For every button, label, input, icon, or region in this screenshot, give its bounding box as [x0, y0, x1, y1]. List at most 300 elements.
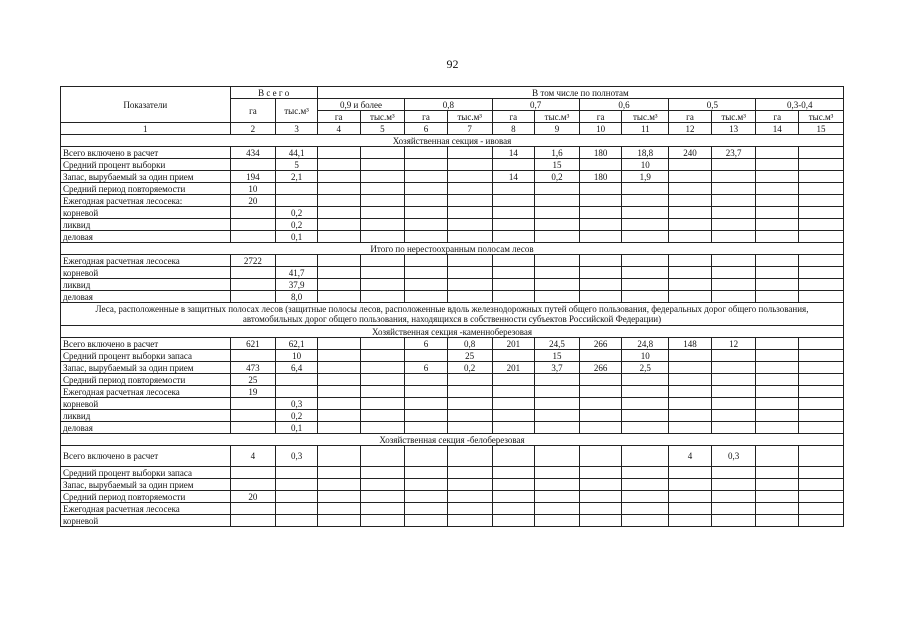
- section-title-row: [61, 326, 844, 338]
- table-row: [61, 410, 844, 422]
- table-cell: 41,7: [276, 267, 318, 279]
- table-cell: [492, 515, 535, 527]
- table-cell: 44,1: [276, 147, 318, 159]
- table-cell: [756, 171, 799, 183]
- table-cell: [405, 147, 448, 159]
- table-cell: [669, 467, 712, 479]
- table-cell: [360, 291, 405, 303]
- forest-table-document: [60, 86, 844, 527]
- table-cell: 621: [230, 338, 276, 350]
- table-cell: [579, 422, 622, 434]
- table-row: [61, 374, 844, 386]
- table-cell: [276, 183, 318, 195]
- column-number: 15: [799, 123, 844, 135]
- table-cell: [230, 350, 276, 362]
- table-cell: 2,5: [622, 362, 669, 374]
- table-cell: [447, 267, 492, 279]
- table-cell: [317, 147, 360, 159]
- table-cell: [711, 350, 756, 362]
- table-cell: 2722: [230, 255, 276, 267]
- table-cell: [317, 291, 360, 303]
- table-cell: [447, 219, 492, 231]
- row-label: корневой: [61, 398, 231, 410]
- table-cell: [711, 503, 756, 515]
- header-by-density: В том числе по полнотам: [317, 87, 843, 99]
- table-body: [61, 135, 844, 527]
- table-cell: [669, 279, 712, 291]
- table-cell: [669, 159, 712, 171]
- row-label: ликвид: [61, 279, 231, 291]
- table-cell: [622, 398, 669, 410]
- table-cell: 5: [276, 159, 318, 171]
- column-number-row: [61, 123, 844, 135]
- table-cell: [405, 195, 448, 207]
- table-cell: [756, 219, 799, 231]
- note-row: [61, 303, 844, 326]
- table-row: [61, 479, 844, 491]
- table-cell: 0,2: [276, 219, 318, 231]
- table-cell: [799, 207, 844, 219]
- unit-ha: га: [756, 111, 799, 123]
- table-cell: [317, 386, 360, 398]
- table-cell: [669, 291, 712, 303]
- table-cell: [447, 171, 492, 183]
- table-cell: [711, 159, 756, 171]
- table-cell: [447, 374, 492, 386]
- table-cell: [622, 491, 669, 503]
- row-label: Средний процент выборки запаса: [61, 350, 231, 362]
- table-cell: [622, 207, 669, 219]
- table-cell: [669, 231, 712, 243]
- table-cell: [447, 515, 492, 527]
- table-cell: [317, 350, 360, 362]
- table-cell: [230, 219, 276, 231]
- table-cell: [405, 446, 448, 467]
- column-number: 5: [360, 123, 405, 135]
- table-cell: [799, 350, 844, 362]
- table-cell: [360, 386, 405, 398]
- table-cell: [579, 467, 622, 479]
- unit-ths-m3: тыс.м³: [535, 111, 580, 123]
- table-cell: [622, 386, 669, 398]
- table-cell: [360, 231, 405, 243]
- table-cell: [579, 219, 622, 231]
- table-cell: [579, 267, 622, 279]
- table-cell: [711, 219, 756, 231]
- unit-ha: га: [579, 111, 622, 123]
- table-cell: [669, 219, 712, 231]
- table-cell: [622, 410, 669, 422]
- table-cell: [711, 422, 756, 434]
- table-cell: [317, 374, 360, 386]
- table-cell: 6,4: [276, 362, 318, 374]
- table-cell: [756, 479, 799, 491]
- table-cell: [535, 255, 580, 267]
- table-cell: [622, 291, 669, 303]
- table-cell: [579, 410, 622, 422]
- table-cell: [799, 338, 844, 350]
- table-cell: [447, 183, 492, 195]
- unit-ths-m3: тыс.м³: [360, 111, 405, 123]
- table-cell: [405, 291, 448, 303]
- column-number: 2: [230, 123, 276, 135]
- table-cell: [360, 362, 405, 374]
- table-row: [61, 338, 844, 350]
- table-cell: [535, 279, 580, 291]
- table-cell: [669, 350, 712, 362]
- table-cell: 6: [405, 362, 448, 374]
- table-cell: [535, 207, 580, 219]
- column-number: 13: [711, 123, 756, 135]
- table-cell: [360, 159, 405, 171]
- table-cell: 148: [669, 338, 712, 350]
- table-cell: [405, 171, 448, 183]
- table-cell: [317, 183, 360, 195]
- section-title: Хозяйственная секция -белоберезовая: [61, 434, 844, 446]
- table-cell: [447, 446, 492, 467]
- column-number: 10: [579, 123, 622, 135]
- table-cell: [230, 279, 276, 291]
- table-cell: [230, 467, 276, 479]
- table-cell: [317, 362, 360, 374]
- table-cell: [405, 422, 448, 434]
- table-cell: [799, 291, 844, 303]
- table-cell: [230, 159, 276, 171]
- table-cell: [622, 267, 669, 279]
- table-cell: [669, 171, 712, 183]
- table-cell: [447, 386, 492, 398]
- table-cell: 10: [622, 350, 669, 362]
- table-cell: [360, 503, 405, 515]
- table-cell: [317, 422, 360, 434]
- table-cell: [492, 467, 535, 479]
- table-cell: [799, 446, 844, 467]
- header-total-ha: га: [230, 99, 276, 123]
- table-cell: [317, 503, 360, 515]
- table-cell: 0,3: [711, 446, 756, 467]
- table-cell: [447, 255, 492, 267]
- table-cell: [405, 279, 448, 291]
- table-cell: [622, 479, 669, 491]
- table-cell: [230, 503, 276, 515]
- table-cell: [756, 446, 799, 467]
- table-cell: [711, 195, 756, 207]
- table-cell: [535, 231, 580, 243]
- table-cell: 0,3: [276, 446, 318, 467]
- table-cell: [711, 410, 756, 422]
- table-cell: [711, 279, 756, 291]
- table-cell: [317, 171, 360, 183]
- section-title-row: [61, 243, 844, 255]
- table-row: [61, 491, 844, 503]
- table-cell: [317, 479, 360, 491]
- table-cell: [360, 446, 405, 467]
- table-cell: 14: [492, 171, 535, 183]
- table-cell: [492, 446, 535, 467]
- table-cell: 4: [669, 446, 712, 467]
- unit-ths-m3: тыс.м³: [711, 111, 756, 123]
- table-cell: [535, 515, 580, 527]
- table-cell: [317, 467, 360, 479]
- table-cell: [447, 147, 492, 159]
- table-cell: [711, 374, 756, 386]
- column-number: 14: [756, 123, 799, 135]
- table-cell: [492, 422, 535, 434]
- header-total-m3: тыс.м³: [276, 99, 318, 123]
- table-cell: 0,1: [276, 231, 318, 243]
- table-cell: [317, 491, 360, 503]
- unit-ths-m3: тыс.м³: [447, 111, 492, 123]
- table-row: [61, 386, 844, 398]
- table-cell: [756, 350, 799, 362]
- column-number: 1: [61, 123, 231, 135]
- table-cell: [535, 422, 580, 434]
- table-cell: [711, 515, 756, 527]
- unit-ha: га: [669, 111, 712, 123]
- table-cell: [756, 362, 799, 374]
- table-cell: [447, 422, 492, 434]
- table-cell: [669, 374, 712, 386]
- table-cell: [535, 183, 580, 195]
- table-cell: [622, 219, 669, 231]
- table-cell: [535, 410, 580, 422]
- row-label: Средний процент выборки запаса: [61, 467, 231, 479]
- table-cell: 62,1: [276, 338, 318, 350]
- table-cell: [669, 183, 712, 195]
- table-cell: 10: [276, 350, 318, 362]
- table-cell: [405, 467, 448, 479]
- table-cell: [799, 171, 844, 183]
- protective-strips-note: Леса, расположенные в защитных полосах лесов (защитные полосы лесов, расположенные вдоль железнодорожных путей общего пользования, федеральных дорог общего пользования, автомобильных дорог общего пользования, находящихся в собственности субъектов Российской Федерации): [61, 303, 844, 326]
- table-cell: [535, 503, 580, 515]
- table-cell: [447, 491, 492, 503]
- table-cell: [799, 279, 844, 291]
- table-cell: [579, 515, 622, 527]
- row-label: Запас, вырубаемый за один прием: [61, 362, 231, 374]
- table-cell: [756, 386, 799, 398]
- table-cell: 8,0: [276, 291, 318, 303]
- table-cell: [711, 479, 756, 491]
- table-cell: [492, 479, 535, 491]
- table-cell: [447, 467, 492, 479]
- table-row: [61, 291, 844, 303]
- page-number: 92: [446, 57, 459, 71]
- table-cell: [360, 398, 405, 410]
- table-row: [61, 446, 844, 467]
- table-cell: [799, 422, 844, 434]
- table-cell: [579, 350, 622, 362]
- table-cell: [492, 255, 535, 267]
- table-cell: [276, 255, 318, 267]
- table-cell: 23,7: [711, 147, 756, 159]
- table-cell: [711, 291, 756, 303]
- table-cell: [669, 491, 712, 503]
- table-cell: 18,8: [622, 147, 669, 159]
- table-cell: 14: [492, 147, 535, 159]
- table-cell: [276, 515, 318, 527]
- table-cell: [405, 398, 448, 410]
- table-cell: [492, 374, 535, 386]
- table-cell: [535, 267, 580, 279]
- table-cell: [535, 398, 580, 410]
- table-cell: 10: [230, 183, 276, 195]
- table-cell: [535, 446, 580, 467]
- table-cell: [711, 386, 756, 398]
- table-cell: 19: [230, 386, 276, 398]
- table-cell: [405, 386, 448, 398]
- section-title: Итого по нерестоохранным полосам лесов: [61, 243, 844, 255]
- table-cell: [579, 279, 622, 291]
- section-title: Хозяйственная секция -каменноберезовая: [61, 326, 844, 338]
- table-cell: [711, 362, 756, 374]
- table-cell: [669, 503, 712, 515]
- table-cell: [360, 410, 405, 422]
- table-cell: [622, 183, 669, 195]
- table-cell: 12: [711, 338, 756, 350]
- table-cell: [535, 479, 580, 491]
- table-cell: [276, 467, 318, 479]
- table-cell: [360, 183, 405, 195]
- column-number: 6: [405, 123, 448, 135]
- table-cell: 20: [230, 195, 276, 207]
- table-cell: [405, 231, 448, 243]
- table-cell: 0,2: [535, 171, 580, 183]
- table-cell: [622, 195, 669, 207]
- table-cell: [447, 479, 492, 491]
- table-row: [61, 207, 844, 219]
- table-cell: [669, 398, 712, 410]
- table-row: [61, 231, 844, 243]
- table-cell: [492, 159, 535, 171]
- table-cell: [492, 279, 535, 291]
- table-cell: [276, 479, 318, 491]
- table-cell: [756, 467, 799, 479]
- allowable-cut-table: [60, 86, 844, 527]
- table-cell: [756, 255, 799, 267]
- table-header: [61, 87, 844, 135]
- table-cell: [447, 231, 492, 243]
- table-cell: 0,2: [276, 207, 318, 219]
- table-cell: [799, 183, 844, 195]
- table-cell: [447, 503, 492, 515]
- table-cell: [230, 515, 276, 527]
- table-cell: 24,8: [622, 338, 669, 350]
- table-row: [61, 279, 844, 291]
- unit-ths-m3: тыс.м³: [622, 111, 669, 123]
- row-label: ликвид: [61, 410, 231, 422]
- column-number: 9: [535, 123, 580, 135]
- table-cell: [360, 350, 405, 362]
- table-cell: 4: [230, 446, 276, 467]
- table-row: [61, 398, 844, 410]
- section-title: Хозяйственная секция - ивовая: [61, 135, 844, 147]
- header-density: 0,6: [579, 99, 668, 111]
- unit-ha: га: [405, 111, 448, 123]
- header-total: В с е г о: [230, 87, 317, 99]
- table-cell: [669, 515, 712, 527]
- table-cell: [756, 374, 799, 386]
- table-cell: [799, 398, 844, 410]
- table-cell: 266: [579, 338, 622, 350]
- table-cell: [317, 338, 360, 350]
- table-cell: [579, 183, 622, 195]
- table-cell: 0,8: [447, 338, 492, 350]
- table-cell: [405, 350, 448, 362]
- row-label: деловая: [61, 231, 231, 243]
- table-cell: [799, 374, 844, 386]
- table-cell: [492, 291, 535, 303]
- table-row: [61, 183, 844, 195]
- table-cell: [405, 491, 448, 503]
- table-cell: [492, 231, 535, 243]
- table-cell: [535, 291, 580, 303]
- table-cell: [711, 231, 756, 243]
- table-cell: 3,7: [535, 362, 580, 374]
- row-label: Средний процент выборки: [61, 159, 231, 171]
- table-row: [61, 362, 844, 374]
- table-cell: 0,3: [276, 398, 318, 410]
- table-cell: [756, 195, 799, 207]
- table-cell: 434: [230, 147, 276, 159]
- table-cell: [360, 147, 405, 159]
- table-cell: [405, 410, 448, 422]
- table-cell: 0,1: [276, 422, 318, 434]
- table-cell: [230, 410, 276, 422]
- table-cell: [360, 195, 405, 207]
- table-cell: [799, 386, 844, 398]
- table-cell: [756, 267, 799, 279]
- table-cell: [756, 159, 799, 171]
- table-cell: [622, 503, 669, 515]
- table-cell: [317, 231, 360, 243]
- table-cell: [405, 159, 448, 171]
- table-cell: [360, 515, 405, 527]
- table-cell: [447, 279, 492, 291]
- section-title-row: [61, 434, 844, 446]
- table-cell: [447, 291, 492, 303]
- table-cell: [230, 398, 276, 410]
- table-cell: 15: [535, 350, 580, 362]
- table-cell: [492, 219, 535, 231]
- table-cell: [669, 267, 712, 279]
- table-cell: 180: [579, 171, 622, 183]
- table-cell: [756, 422, 799, 434]
- table-cell: 0,2: [447, 362, 492, 374]
- table-cell: [799, 479, 844, 491]
- table-cell: [535, 219, 580, 231]
- table-cell: [535, 386, 580, 398]
- table-cell: [492, 398, 535, 410]
- table-cell: 473: [230, 362, 276, 374]
- table-row: [61, 255, 844, 267]
- row-label: деловая: [61, 422, 231, 434]
- table-cell: [276, 386, 318, 398]
- table-cell: [799, 255, 844, 267]
- table-cell: [317, 410, 360, 422]
- header-density: 0,5: [669, 99, 756, 111]
- table-cell: [711, 491, 756, 503]
- table-cell: 25: [230, 374, 276, 386]
- table-cell: [535, 374, 580, 386]
- table-cell: [669, 362, 712, 374]
- table-row: [61, 350, 844, 362]
- table-cell: [756, 279, 799, 291]
- row-label: корневой: [61, 515, 231, 527]
- table-cell: [405, 503, 448, 515]
- table-cell: [711, 183, 756, 195]
- table-cell: [230, 422, 276, 434]
- table-cell: [579, 207, 622, 219]
